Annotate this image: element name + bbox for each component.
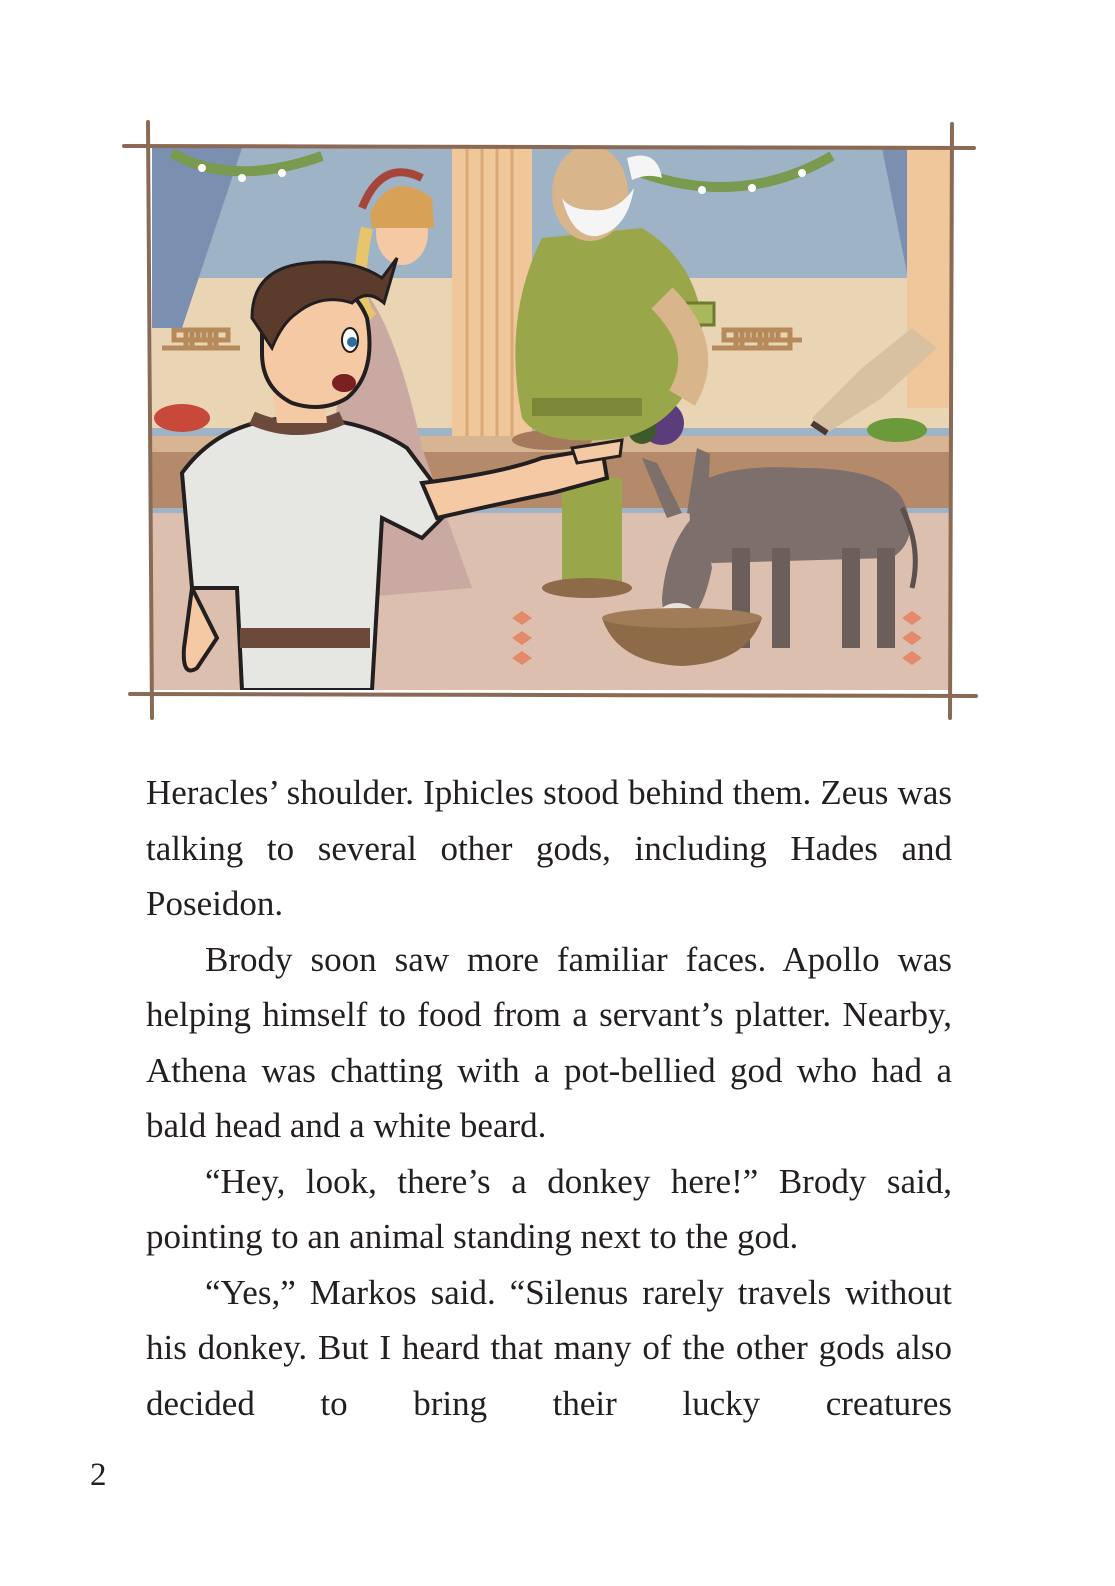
text-line: Brody soon saw more familiar faces. Apollo: [205, 939, 880, 979]
text-line: was talking to several other gods, including Hades: [146, 773, 952, 868]
text-line: was helping himself to food from a servant’s platter.: [146, 939, 952, 1034]
text-line: other gods also decided to bring their lucky creatures: [146, 1328, 952, 1423]
paragraph-4: [146, 1265, 952, 1432]
bowl-rim: [602, 608, 762, 628]
illustration-art: [122, 118, 978, 722]
page-number: 2: [90, 1457, 107, 1493]
scene: [152, 145, 950, 690]
story-illustration: [122, 118, 978, 722]
text-line: without his donkey. But I heard that many of the: [146, 1272, 953, 1367]
text-line: Nearby, Athena was chatting with a pot-bellied god: [146, 995, 953, 1090]
text-line: Heracles’ shoulder. Iphicles stood behind them. Zeus: [146, 773, 889, 812]
text-line: and Poseidon.: [146, 828, 952, 923]
text-line: “Yes,” Markos said. “Silenus rarely travels: [205, 1272, 832, 1312]
paragraph-2: [146, 932, 952, 1154]
paragraph-1: [146, 765, 952, 932]
text-line: “Hey, look, there’s a donkey here!” Brody said,: [205, 1161, 952, 1201]
text-line: who had a bald head and a white beard.: [146, 1050, 952, 1145]
body-text: [146, 765, 952, 1431]
paragraph-3: [146, 1154, 952, 1265]
text-line: pointing to an animal standing next to the god.: [146, 1217, 799, 1256]
